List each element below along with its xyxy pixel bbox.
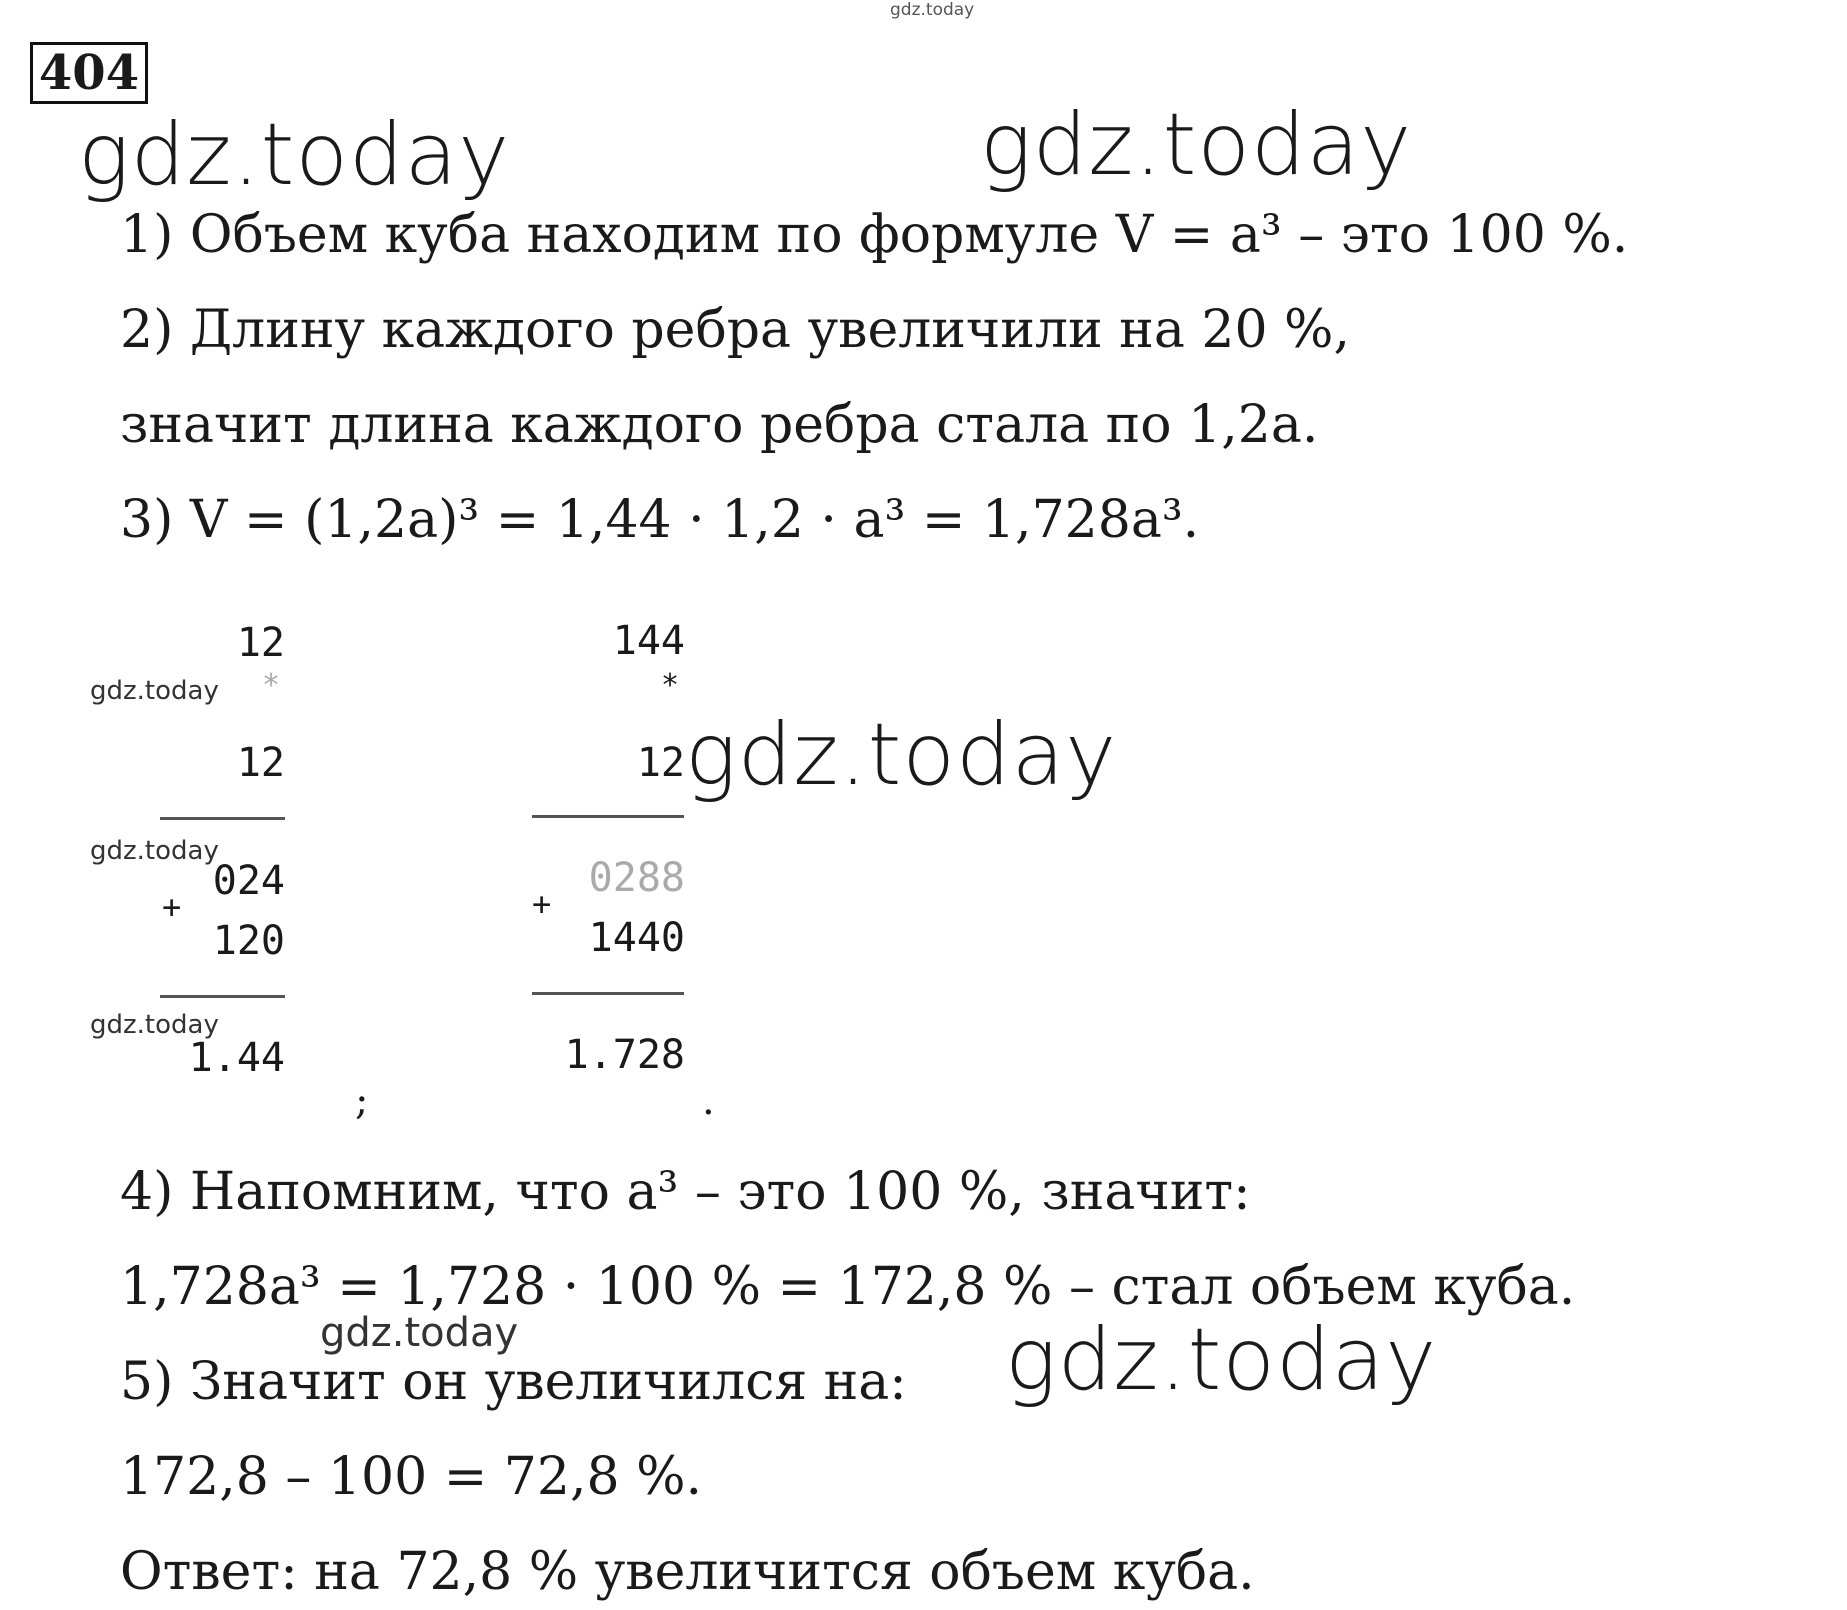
step-3: 3) V = (1,2a)³ = 1,44 · 1,2 · a³ = 1,728a³.: [120, 490, 1200, 550]
step-4-cont: 1,728a³ = 1,728 · 100 % = 172,8 % – стал объем куба.: [120, 1257, 1576, 1317]
calc2-rule-2: [532, 992, 684, 995]
watermark-small-2: gdz.today: [90, 836, 219, 866]
step-2: 2) Длину каждого ребра увеличили на 20 %,: [120, 300, 1350, 360]
calc1-partial-1: 024: [212, 858, 285, 904]
calc2-operator: *: [661, 668, 680, 703]
step-2-cont: значит длина каждого ребра стала по 1,2a.: [120, 395, 1319, 455]
calc2-multiplier: 12: [636, 740, 685, 786]
calc2-rule-1: [532, 815, 684, 818]
calc1-separator: ;: [355, 1078, 369, 1124]
watermark-big-1: gdz.today: [78, 105, 511, 205]
calc2-separator: .: [702, 1078, 715, 1124]
step-5-cont: 172,8 – 100 = 72,8 %.: [120, 1447, 703, 1507]
watermark-big-3: gdz.today: [685, 705, 1118, 805]
watermark-big-2: gdz.today: [980, 95, 1413, 195]
calc2-result: 1.728: [564, 1032, 685, 1078]
calc2-plus: +: [532, 885, 552, 923]
step-5: 5) Значит он увеличился на:: [120, 1352, 907, 1412]
calc1-result: 1.44: [188, 1035, 285, 1081]
calc1-rule-1: [160, 817, 285, 820]
watermark-small-3: gdz.today: [90, 1010, 219, 1040]
calc1-operator: *: [262, 668, 281, 703]
calc1-multiplicand: 12: [236, 620, 285, 666]
watermark-small-1: gdz.today: [90, 676, 219, 706]
calc2-partial-2: 1440: [588, 915, 685, 961]
calc1-rule-2: [160, 995, 285, 998]
problem-number: 404: [30, 42, 148, 104]
calc1-partial-2: 120: [212, 918, 285, 964]
watermark-big-4: gdz.today: [1005, 1310, 1438, 1410]
calc2-multiplicand: 144: [612, 618, 685, 664]
answer: Ответ: на 72,8 % увеличится объем куба.: [120, 1542, 1255, 1602]
watermark-mid-1: gdz.today: [320, 1310, 519, 1356]
calc1-multiplier: 12: [236, 740, 285, 786]
watermark-top: gdz.today: [890, 0, 975, 20]
step-4: 4) Напомним, что a³ – это 100 %, значит:: [120, 1162, 1251, 1222]
calc2-partial-1: 0288: [588, 855, 685, 901]
calc1-plus: +: [162, 888, 182, 926]
step-1: 1) Объем куба находим по формуле V = a³ – это 100 %.: [120, 205, 1629, 265]
